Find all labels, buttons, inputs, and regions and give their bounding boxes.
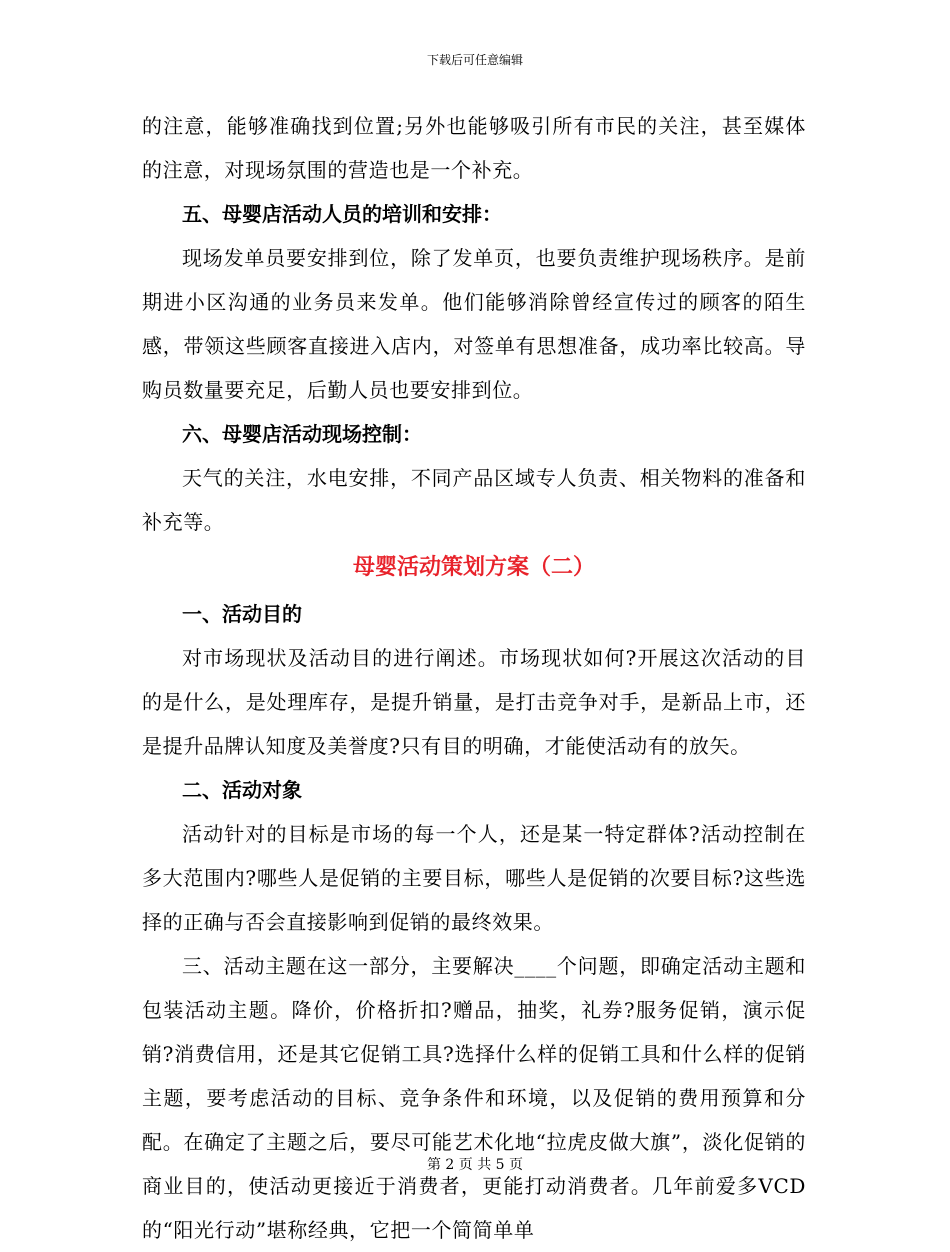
paragraph-staff: 现场发单员要安排到位，除了发单页，也要负责维护现场秩序。是前期进小区沟通的业务员来发单。他们能够消除曾经宣传过的顾客的陌生感，带领这些顾客直接进入店内，对签单有思想准备，成功率比较高。导购员数量要充足，后勤人员也要安排到位。: [142, 246, 806, 402]
document-title: 母婴活动策划方案（二）: [352, 555, 595, 580]
page-footer: 第 2 页 共 5 页: [426, 1157, 524, 1173]
section-heading-5: 五、母婴店活动人员的培训和安排：: [182, 202, 502, 226]
section-heading-2: 二、活动对象: [182, 778, 302, 802]
section-heading-6: 六、母婴店活动现场控制：: [182, 422, 422, 446]
paragraph-target: 活动针对的目标是市场的每一个人，还是某一特定群体?活动控制在多大范围内?哪些人是促销的主要目标，哪些人是促销的次要目标?这些选择的正确与否会直接影响到促销的最终效果。: [142, 822, 806, 934]
paragraph-site-control: 天气的关注，水电安排，不同产品区域专人负责、相关物料的准备和补充等。: [142, 466, 806, 534]
document-body: [142, 104, 806, 1252]
paragraph-continuation: 的注意，能够准确找到位置;另外也能够吸引所有市民的关注，甚至媒体的注意，对现场氛围的营造也是一个补充。: [142, 114, 806, 182]
page-header: 下载后可任意编辑: [426, 53, 523, 67]
section-heading-1: 一、活动目的: [182, 602, 302, 626]
paragraph-theme: 三、活动主题在这一部分，主要解决____个问题，即确定活动主题和包装活动主题。降价，价格折扣?赠品，抽奖，礼券?服务促销，演示促销?消费信用，还是其它促销工具?选择什么样的促销工具和什么样的促销主题，要考虑活动的目标、竞争条件和环境，以及促销的费用预算和分配。在确定了主题之后，要尽可能艺术化地“拉虎皮做大旗”，淡化促销的商业目的，使活动更接近于消费者，更能打动消费者。几年前爱多VCD的“阳光行动”堪称经典，它把一个简简单单: [142, 954, 806, 1242]
paragraph-purpose: 对市场现状及活动目的进行阐述。市场现状如何?开展这次活动的目的是什么，是处理库存，是提升销量，是打击竞争对手，是新品上市，还是提升品牌认知度及美誉度?只有目的明确，才能使活动有的放矢。: [142, 646, 806, 758]
